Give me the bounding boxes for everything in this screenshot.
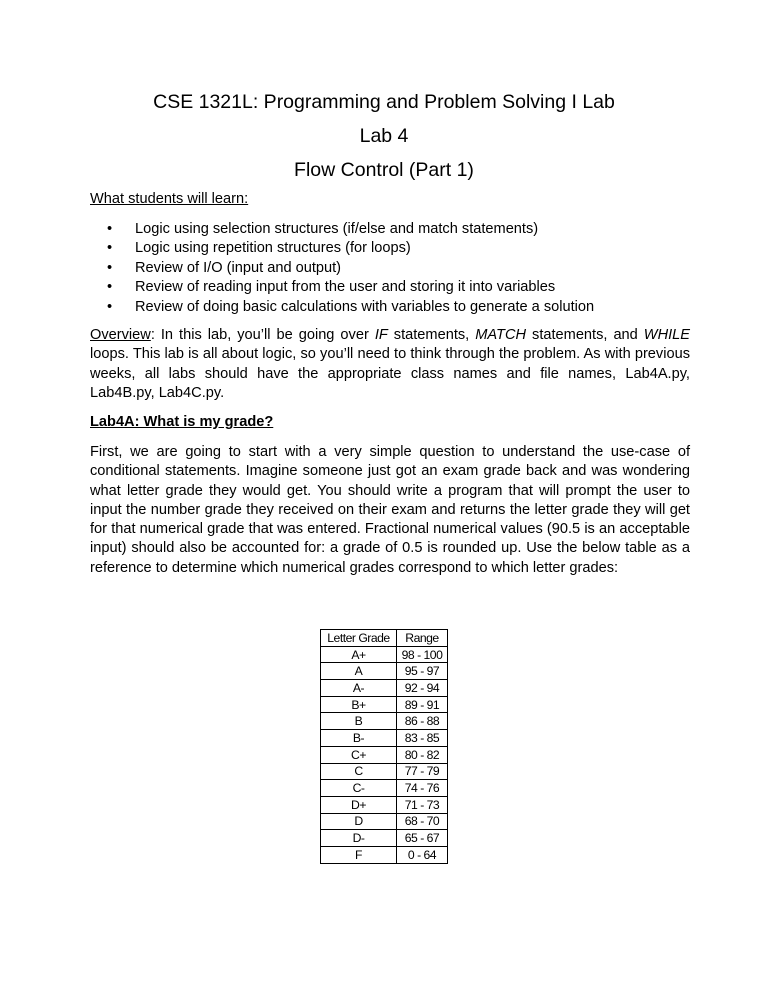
letter-grade-cell: B- <box>321 730 397 747</box>
keyword-if: IF <box>374 327 388 343</box>
keyword-while: WHILE <box>643 327 691 343</box>
overview-text: statements, and <box>526 327 644 343</box>
learn-item-text: Review of I/O (input and output) <box>135 259 342 276</box>
table-row <box>321 746 448 763</box>
letter-grade-cell: C+ <box>321 746 397 763</box>
list-item <box>107 259 594 278</box>
range-cell: 89 - 91 <box>397 696 448 713</box>
overview-label: Overview <box>90 327 151 343</box>
table-row <box>321 646 448 663</box>
lab4a-description: First, we are going to start with a very simple question to understand the use-case of conditional statements. Imagine someone just got an exam grade back and was wondering what letter grade they would get. You should write a program that will prompt the user to input the number grade they received on their exam and returns the letter grade they will get for that numerical grade that was entered. Fractional numerical values (90.5 is an acceptable input) should also be accounted for: a grade of 0.5 is rounded up. Use the below table as a reference to determine which numerical grades correspond to which letter grades: <box>90 444 690 576</box>
letter-grade-cell: B <box>321 713 397 730</box>
table-row <box>321 696 448 713</box>
table-row <box>321 846 448 863</box>
range-cell: 74 - 76 <box>397 780 448 797</box>
bullet-icon: • <box>107 279 113 296</box>
learn-heading: What students will learn: <box>90 191 249 207</box>
range-cell: 0 - 64 <box>397 846 448 863</box>
table-row <box>321 763 448 780</box>
table-header-row <box>321 630 448 647</box>
learn-item-text: Logic using repetition structures (for loops) <box>135 240 411 257</box>
range-cell: 86 - 88 <box>397 713 448 730</box>
list-item <box>107 220 594 239</box>
lab-topic: Flow Control (Part 1) <box>294 159 474 181</box>
table-row <box>321 813 448 830</box>
overview-text: loops. This lab is all about logic, so you’ll need to think through the problem. As with previous weeks, all labs should have the appropriate class names and file names, Lab4A.py, Lab4B.py, Lab4C.py. <box>90 346 690 401</box>
column-header-letter-grade: Letter Grade <box>321 630 397 647</box>
range-cell: 92 - 94 <box>397 680 448 697</box>
letter-grade-cell: A+ <box>321 646 397 663</box>
lab-number: Lab 4 <box>359 125 409 147</box>
course-title: CSE 1321L: Programming and Problem Solving I Lab <box>153 91 615 113</box>
range-cell: 83 - 85 <box>397 730 448 747</box>
table-row <box>321 713 448 730</box>
table-row <box>321 830 448 847</box>
lab4a-heading: Lab4A: What is my grade? <box>90 414 274 430</box>
bullet-icon: • <box>107 298 113 315</box>
overview-text: statements, <box>387 327 476 343</box>
table-row <box>321 780 448 797</box>
letter-grade-cell: A <box>321 663 397 680</box>
range-cell: 95 - 97 <box>397 663 448 680</box>
range-cell: 77 - 79 <box>397 763 448 780</box>
column-header-range: Range <box>397 630 448 647</box>
letter-grade-cell: F <box>321 846 397 863</box>
letter-grade-cell: C <box>321 763 397 780</box>
table-row <box>321 730 448 747</box>
overview-paragraph <box>90 326 690 403</box>
range-cell: 71 - 73 <box>397 796 448 813</box>
bullet-icon: • <box>107 259 113 276</box>
bullet-icon: • <box>107 221 113 237</box>
letter-grade-cell: D <box>321 813 397 830</box>
range-cell: 98 - 100 <box>397 646 448 663</box>
letter-grade-cell: D+ <box>321 796 397 813</box>
learn-item-text: Logic using selection structures (if/else and match statements) <box>135 221 539 237</box>
learn-list <box>107 220 594 317</box>
letter-grade-cell: B+ <box>321 696 397 713</box>
table-row <box>321 663 448 680</box>
letter-grade-cell: A- <box>321 680 397 697</box>
overview-text: : In this lab, you’ll be going over <box>150 327 375 343</box>
grade-table <box>320 629 448 864</box>
keyword-match: MATCH <box>475 327 527 343</box>
letter-grade-cell: C- <box>321 780 397 797</box>
list-item <box>107 298 594 317</box>
grade-table-body <box>321 646 448 863</box>
learn-item-text: Review of doing basic calculations with variables to generate a solution <box>135 298 595 315</box>
range-cell: 68 - 70 <box>397 813 448 830</box>
table-row <box>321 796 448 813</box>
letter-grade-cell: D- <box>321 830 397 847</box>
table-row <box>321 680 448 697</box>
list-item <box>107 239 594 258</box>
learn-item-text: Review of reading input from the user and storing it into variables <box>135 279 556 296</box>
range-cell: 65 - 67 <box>397 830 448 847</box>
range-cell: 80 - 82 <box>397 746 448 763</box>
list-item <box>107 278 594 297</box>
bullet-icon: • <box>107 240 113 257</box>
